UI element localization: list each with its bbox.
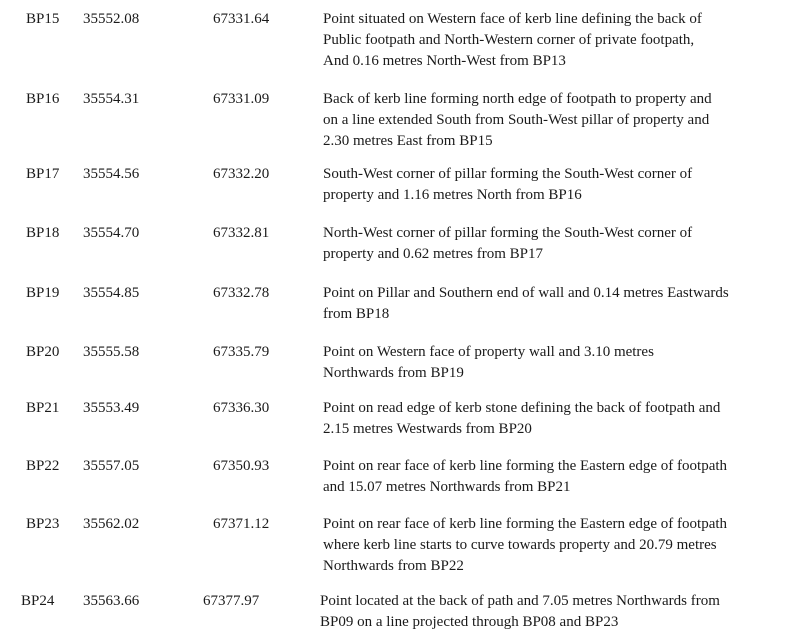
point-id: BP23 [26, 516, 60, 532]
point-id: BP18 [26, 225, 60, 241]
description-line: Point on read edge of kerb stone defining the back of footpath and [323, 400, 721, 416]
point-description [323, 342, 783, 384]
description-line: Public footpath and North-Western corner of private footpath, [323, 32, 695, 48]
northing-value: 67350.93 [213, 458, 270, 474]
description-line: Back of kerb line forming north edge of footpath to property and [323, 91, 712, 107]
description-line: And 0.16 metres North-West from BP13 [323, 53, 566, 69]
northing-value: 67331.64 [213, 11, 270, 27]
point-id: BP17 [26, 166, 60, 182]
description-line: and 15.07 metres Northwards from BP21 [323, 479, 571, 495]
point-id: BP16 [26, 91, 60, 107]
point-id: BP15 [26, 11, 60, 27]
description-line: Point on Pillar and Southern end of wall and 0.14 metres Eastwards [323, 285, 729, 301]
description-line: South-West corner of pillar forming the South-West corner of [323, 166, 693, 182]
description-line: Point on Western face of property wall and 3.10 metres [323, 344, 654, 360]
description-line: North-West corner of pillar forming the South-West corner of [323, 225, 693, 241]
description-line: where kerb line starts to curve towards property and 20.79 metres [323, 537, 717, 553]
easting-value: 35563.66 [83, 593, 140, 609]
easting-value: 35553.49 [83, 400, 140, 416]
point-description [323, 398, 783, 440]
northing-value: 67377.97 [203, 593, 260, 609]
description-line: BP09 on a line projected through BP08 and BP23 [320, 614, 619, 630]
northing-value: 67335.79 [213, 344, 270, 360]
point-description [323, 89, 783, 152]
northing-value: 67371.12 [213, 516, 270, 532]
easting-value: 35554.56 [83, 166, 140, 182]
description-line: on a line extended South from South-West pillar of property and [323, 112, 710, 128]
easting-value: 35554.31 [83, 91, 140, 107]
easting-value: 35554.70 [83, 225, 140, 241]
point-description [323, 9, 783, 72]
description-line: Northwards from BP19 [323, 365, 464, 381]
description-line: 2.30 metres East from BP15 [323, 133, 493, 149]
easting-value: 35555.58 [83, 344, 140, 360]
northing-value: 67332.81 [213, 225, 270, 241]
point-description [323, 283, 783, 325]
easting-value: 35562.02 [83, 516, 140, 532]
description-line: property and 0.62 metres from BP17 [323, 246, 543, 262]
point-id: BP21 [26, 400, 60, 416]
easting-value: 35552.08 [83, 11, 140, 27]
northing-value: 67336.30 [213, 400, 270, 416]
point-description [320, 591, 780, 633]
point-description [323, 456, 783, 498]
description-line: Point on rear face of kerb line forming the Eastern edge of footpath [323, 458, 728, 474]
point-id: BP20 [26, 344, 60, 360]
point-id: BP24 [21, 593, 55, 609]
northing-value: 67332.78 [213, 285, 270, 301]
northing-value: 67332.20 [213, 166, 270, 182]
description-line: 2.15 metres Westwards from BP20 [323, 421, 532, 437]
description-line: Northwards from BP22 [323, 558, 464, 574]
point-id: BP22 [26, 458, 60, 474]
point-description [323, 164, 783, 206]
northing-value: 67331.09 [213, 91, 270, 107]
easting-value: 35557.05 [83, 458, 140, 474]
point-description [323, 514, 783, 577]
description-line: Point situated on Western face of kerb line defining the back of [323, 11, 702, 27]
description-line: from BP18 [323, 306, 390, 322]
description-line: property and 1.16 metres North from BP16 [323, 187, 582, 203]
point-description [323, 223, 783, 265]
description-line: Point located at the back of path and 7.05 metres Northwards from [320, 593, 720, 609]
description-line: Point on rear face of kerb line forming the Eastern edge of footpath [323, 516, 728, 532]
point-id: BP19 [26, 285, 60, 301]
easting-value: 35554.85 [83, 285, 140, 301]
